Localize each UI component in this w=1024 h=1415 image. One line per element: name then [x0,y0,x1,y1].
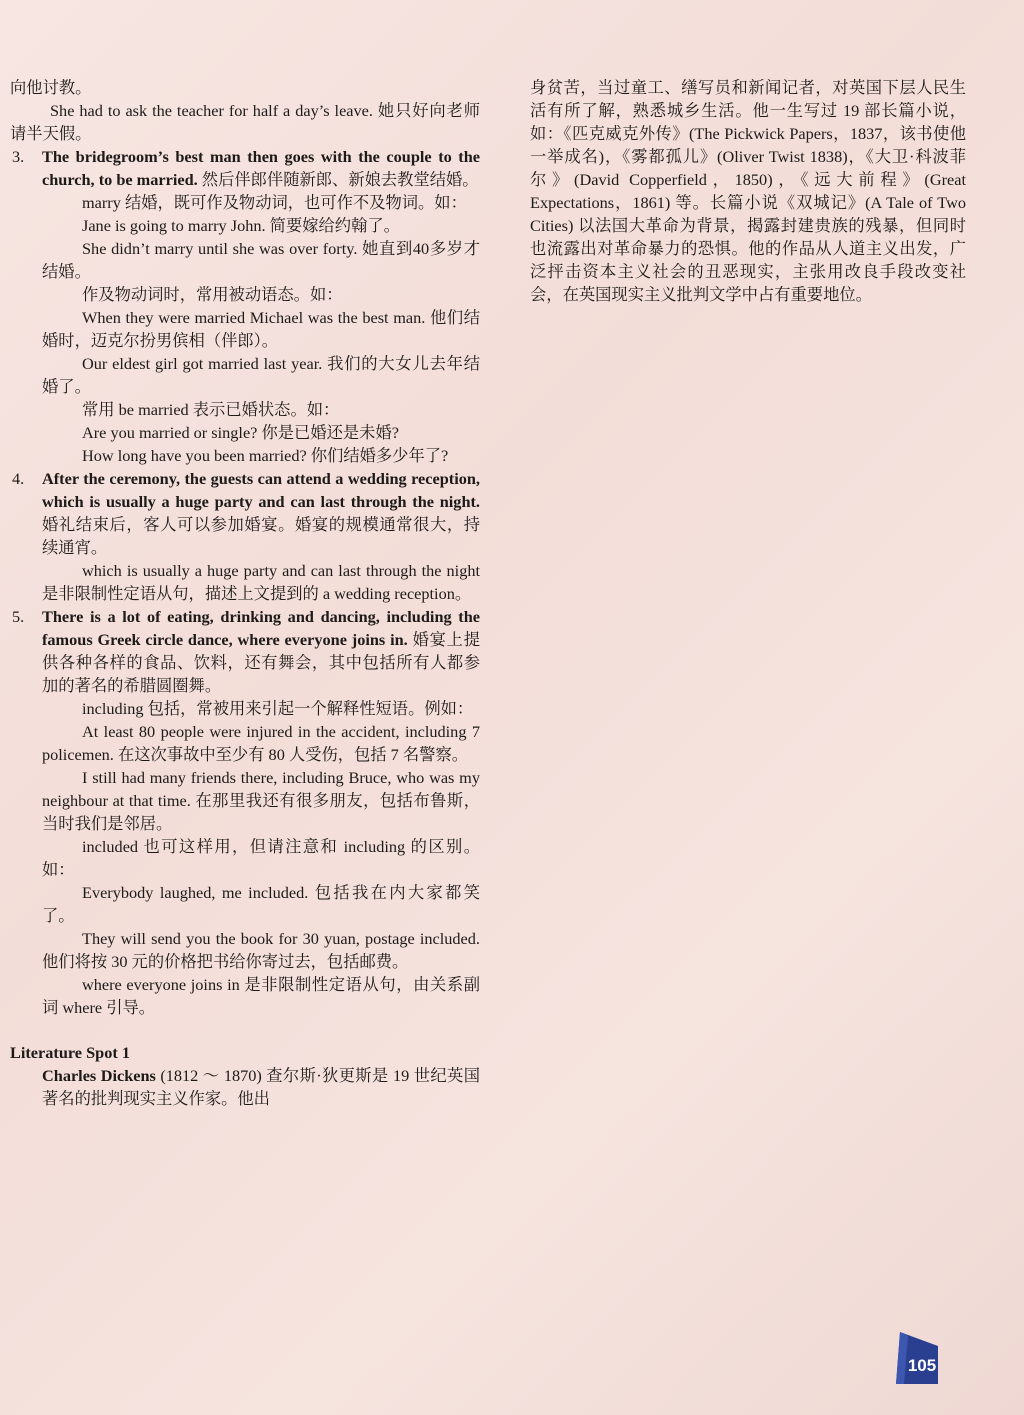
left-column [10,76,480,1110]
example-sentence: She had to ask the teacher for half a day’s leave. 她只好向老师请半天假。 [10,101,480,143]
note: where everyone joins in 是非限制性定语从句，由关系副词 where 引导。 [42,975,480,1017]
note: marry 结婚，既可作及物动词，也可作不及物词。如： [82,193,467,212]
list-item [10,467,480,605]
example-sentence: She didn’t marry until she was over forty. 她直到40多岁才结婚。 [42,239,480,281]
author-bio-continued: 身贫苦，当过童工、缮写员和新闻记者，对英国下层人民生活有所了解，熟悉城乡生活。他一生写过 19 部长篇小说，如：《匹克威克外传》(The Pickwick Papers，1837，该书使他一举成名)，《雾都孤儿》(Oliver Twist 1838)，《大卫·科波菲尔》(David Copperfield，1850)，《远大前程》(Great Expectations，1861) 等。长篇小说《双城记》(A Tale of Two Cities) 以法国大革命为背景，揭露封建贵族的残暴，但同时也流露出对革命暴力的恐惧。他的作品从人道主义出发，广泛抨击资本主义社会的丑恶现实，主张用改良手段改变社会，在英国现实主义批判文学中占有重要地位。 [530,78,966,304]
example-sentence: Are you married or single? 你是已婚还是未婚? [82,423,399,442]
page-number: 105 [907,1356,937,1375]
translation: 婚礼结束后，客人可以参加婚宴。婚宴的规模通常很大，持续通宵。 [42,515,480,557]
example-sentence: Our eldest girl got married last year. 我们的大女儿去年结婚了。 [42,354,480,396]
example-sentence: They will send you the book for 30 yuan, postage included. 他们将按 30 元的价格把书给你寄过去，包括邮费。 [42,929,480,971]
example-sentence: Jane is going to marry John. 简要嫁给约翰了。 [82,216,400,235]
item-number: 5. [12,607,25,626]
translation: 然后伴郎伴随新郎、新娘去教堂结婚。 [197,170,479,189]
example-sentence: How long have you been married? 你们结婚多少年了? [82,446,449,465]
bold-sentence: There is a lot of eating, drinking and dancing, including the famous Greek circle dance, where everyone joins in. [42,607,480,649]
author-bio: (1812 〜 1870) 查尔斯·狄更斯是 19 世纪英国著名的批判现实主义作家。他出 [42,1066,480,1108]
note: 常用 be married 表示已婚状态。如： [82,400,340,419]
note: included 也可这样用，但请注意和 including 的区别。如： [42,837,480,879]
example-sentence: Everybody laughed, me included. 包括我在内大家都笑了。 [42,883,480,925]
bold-sentence: The bridegroom’s best man then goes with the couple to the church, to be married. [42,147,480,189]
translation: 婚宴上提供各种各样的食品、饮料，还有舞会，其中包括所有人都参加的著名的希腊圆圈舞。 [42,630,481,695]
bold-sentence: After the ceremony, the guests can attend a wedding reception, which is usually a huge party and can last through the night. [42,469,480,511]
example-sentence: I still had many friends there, including Bruce, who was my neighbour at that time. 在那里我还有很多朋友，包括布鲁斯，当时我们是邻居。 [42,768,480,833]
example-sentence: At least 80 people were injured in the accident, including 7 policemen. 在这次事故中至少有 80 人受伤，包括 7 名警察。 [42,722,480,764]
example-sentence: When they were married Michael was the best man. 他们结婚时，迈克尔扮男傧相（伴郎）。 [42,308,480,350]
note: 作及物动词时，常用被动语态。如： [82,285,343,304]
note: which is usually a huge party and can last through the night 是非限制性定语从句，描述上文提到的 a wedding reception。 [42,561,480,603]
paragraph: 向他讨教。 [10,78,92,97]
item-number: 4. [12,469,25,488]
list-item [10,145,480,214]
section-title: Literature Spot 1 [10,1043,130,1062]
author-name: Charles Dickens [42,1066,156,1085]
item-number: 3. [12,147,25,166]
right-column [530,76,966,306]
note: including 包括，常被用来引起一个解释性短语。例如： [82,699,474,718]
list-item [10,605,480,1019]
